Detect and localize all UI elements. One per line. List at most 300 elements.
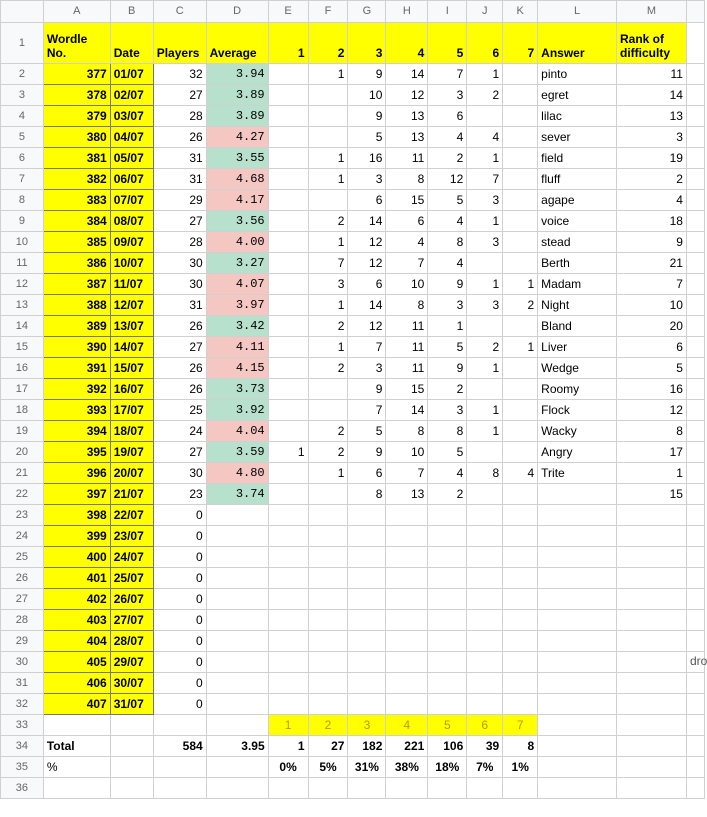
wordle-no-cell[interactable]: 377 [43, 64, 110, 85]
guess-2-cell[interactable] [308, 484, 348, 505]
cell[interactable] [617, 715, 687, 736]
guess-4-cell[interactable]: 7 [386, 253, 428, 274]
date-cell[interactable]: 17/07 [110, 400, 153, 421]
guess-7-cell[interactable] [503, 652, 538, 673]
answer-cell[interactable]: Bland [538, 316, 617, 337]
guess-1-cell[interactable] [268, 505, 308, 526]
cell[interactable] [386, 778, 428, 799]
guess-2-cell[interactable] [308, 589, 348, 610]
percent-guess-4[interactable]: 38% [386, 757, 428, 778]
guess-3-cell[interactable]: 5 [348, 127, 386, 148]
guess-1-cell[interactable] [268, 400, 308, 421]
average-cell[interactable] [206, 547, 268, 568]
guess-5-cell[interactable]: 3 [428, 85, 467, 106]
guess-3-cell[interactable]: 7 [348, 400, 386, 421]
cell[interactable] [428, 778, 467, 799]
row-header[interactable]: 27 [1, 589, 44, 610]
rank-cell[interactable] [617, 526, 687, 547]
date-cell[interactable]: 02/07 [110, 85, 153, 106]
answer-cell[interactable] [538, 610, 617, 631]
date-cell[interactable]: 08/07 [110, 211, 153, 232]
guess-1-cell[interactable] [268, 358, 308, 379]
guess-1-cell[interactable] [268, 337, 308, 358]
row-header[interactable]: 23 [1, 505, 44, 526]
guess-5-cell[interactable]: 8 [428, 421, 467, 442]
rank-cell[interactable]: 16 [617, 379, 687, 400]
cell[interactable] [206, 757, 268, 778]
guess-2-cell[interactable] [308, 106, 348, 127]
wordle-no-cell[interactable]: 396 [43, 463, 110, 484]
guess-6-cell[interactable] [467, 694, 503, 715]
guess-3-cell[interactable] [348, 568, 386, 589]
average-cell[interactable] [206, 505, 268, 526]
guess-2-cell[interactable]: 1 [308, 64, 348, 85]
rank-cell[interactable]: 10 [617, 295, 687, 316]
total-guess-7[interactable]: 8 [503, 736, 538, 757]
cell[interactable] [268, 778, 308, 799]
players-cell[interactable]: 31 [153, 295, 206, 316]
answer-cell[interactable]: Angry [538, 442, 617, 463]
guess-6-cell[interactable]: 1 [467, 211, 503, 232]
cell[interactable] [686, 253, 704, 274]
guess-7-cell[interactable] [503, 484, 538, 505]
guess-4-cell[interactable]: 8 [386, 169, 428, 190]
guess-1-cell[interactable] [268, 211, 308, 232]
guess-4-cell[interactable]: 14 [386, 64, 428, 85]
average-cell[interactable] [206, 694, 268, 715]
percent-guess-5[interactable]: 18% [428, 757, 467, 778]
guess-5-cell[interactable]: 6 [428, 106, 467, 127]
row-header[interactable]: 17 [1, 379, 44, 400]
date-cell[interactable]: 31/07 [110, 694, 153, 715]
answer-cell[interactable]: stead [538, 232, 617, 253]
rank-cell[interactable] [617, 610, 687, 631]
percent-guess-2[interactable]: 5% [308, 757, 348, 778]
row-header[interactable]: 24 [1, 526, 44, 547]
rank-cell[interactable] [617, 505, 687, 526]
guess-7-cell[interactable] [503, 568, 538, 589]
average-cell[interactable]: 3.97 [206, 295, 268, 316]
guess-7-cell[interactable] [503, 190, 538, 211]
wordle-no-cell[interactable]: 395 [43, 442, 110, 463]
guess-5-cell[interactable] [428, 652, 467, 673]
row-header[interactable]: 4 [1, 106, 44, 127]
date-cell[interactable]: 29/07 [110, 652, 153, 673]
date-cell[interactable]: 28/07 [110, 631, 153, 652]
guess-label-cell[interactable]: 2 [308, 715, 348, 736]
guess-7-cell[interactable]: 1 [503, 274, 538, 295]
guess-7-cell[interactable] [503, 169, 538, 190]
guess-6-cell[interactable]: 8 [467, 463, 503, 484]
average-cell[interactable]: 4.80 [206, 463, 268, 484]
header-rank[interactable]: Rank of difficulty [617, 23, 687, 64]
guess-2-cell[interactable] [308, 190, 348, 211]
guess-3-cell[interactable] [348, 589, 386, 610]
row-header[interactable]: 33 [1, 715, 44, 736]
guess-2-cell[interactable]: 1 [308, 463, 348, 484]
wordle-no-cell[interactable]: 381 [43, 148, 110, 169]
guess-3-cell[interactable] [348, 631, 386, 652]
guess-4-cell[interactable]: 11 [386, 337, 428, 358]
guess-5-cell[interactable]: 5 [428, 190, 467, 211]
cell[interactable] [110, 757, 153, 778]
cell[interactable] [686, 274, 704, 295]
answer-cell[interactable]: voice [538, 211, 617, 232]
guess-6-cell[interactable] [467, 379, 503, 400]
wordle-no-cell[interactable]: 388 [43, 295, 110, 316]
guess-3-cell[interactable]: 16 [348, 148, 386, 169]
guess-6-cell[interactable] [467, 106, 503, 127]
guess-6-cell[interactable]: 1 [467, 400, 503, 421]
players-cell[interactable]: 30 [153, 274, 206, 295]
guess-2-cell[interactable] [308, 610, 348, 631]
cell[interactable] [153, 715, 206, 736]
cell[interactable] [538, 757, 617, 778]
guess-3-cell[interactable] [348, 652, 386, 673]
wordle-no-cell[interactable]: 399 [43, 526, 110, 547]
guess-3-cell[interactable] [348, 694, 386, 715]
guess-1-cell[interactable] [268, 421, 308, 442]
rank-cell[interactable]: 12 [617, 400, 687, 421]
guess-label-cell[interactable]: 7 [503, 715, 538, 736]
guess-3-cell[interactable] [348, 673, 386, 694]
rank-cell[interactable] [617, 652, 687, 673]
guess-6-cell[interactable] [467, 610, 503, 631]
answer-cell[interactable] [538, 673, 617, 694]
guess-5-cell[interactable] [428, 694, 467, 715]
guess-6-cell[interactable]: 7 [467, 169, 503, 190]
guess-2-cell[interactable]: 3 [308, 274, 348, 295]
answer-cell[interactable]: Madam [538, 274, 617, 295]
guess-2-cell[interactable]: 2 [308, 358, 348, 379]
players-cell[interactable]: 31 [153, 169, 206, 190]
average-cell[interactable]: 3.56 [206, 211, 268, 232]
answer-cell[interactable]: Trite [538, 463, 617, 484]
guess-2-cell[interactable] [308, 379, 348, 400]
cell[interactable] [686, 148, 704, 169]
guess-3-cell[interactable] [348, 526, 386, 547]
answer-cell[interactable] [538, 652, 617, 673]
rank-cell[interactable]: 8 [617, 421, 687, 442]
players-cell[interactable]: 0 [153, 526, 206, 547]
guess-6-cell[interactable] [467, 526, 503, 547]
average-cell[interactable]: 3.89 [206, 85, 268, 106]
percent-guess-7[interactable]: 1% [503, 757, 538, 778]
average-cell[interactable]: 3.92 [206, 400, 268, 421]
guess-7-cell[interactable] [503, 358, 538, 379]
guess-3-cell[interactable]: 12 [348, 253, 386, 274]
header-guess-1[interactable]: 1 [268, 23, 308, 64]
cell[interactable] [538, 778, 617, 799]
guess-6-cell[interactable]: 3 [467, 232, 503, 253]
date-cell[interactable]: 14/07 [110, 337, 153, 358]
guess-5-cell[interactable]: 4 [428, 253, 467, 274]
column-header[interactable]: C [153, 1, 206, 23]
guess-6-cell[interactable] [467, 547, 503, 568]
row-header[interactable]: 28 [1, 610, 44, 631]
guess-2-cell[interactable]: 2 [308, 316, 348, 337]
guess-5-cell[interactable]: 2 [428, 484, 467, 505]
row-header[interactable]: 7 [1, 169, 44, 190]
players-cell[interactable]: 27 [153, 211, 206, 232]
guess-5-cell[interactable]: 5 [428, 337, 467, 358]
guess-6-cell[interactable] [467, 253, 503, 274]
guess-5-cell[interactable] [428, 568, 467, 589]
wordle-no-cell[interactable]: 401 [43, 568, 110, 589]
guess-1-cell[interactable] [268, 568, 308, 589]
row-header[interactable]: 8 [1, 190, 44, 211]
guess-label-cell[interactable]: 6 [467, 715, 503, 736]
guess-3-cell[interactable]: 10 [348, 85, 386, 106]
row-header[interactable]: 1 [1, 23, 44, 64]
guess-1-cell[interactable] [268, 526, 308, 547]
header-guess-2[interactable]: 2 [308, 23, 348, 64]
guess-1-cell[interactable] [268, 169, 308, 190]
guess-6-cell[interactable] [467, 568, 503, 589]
guess-6-cell[interactable]: 4 [467, 127, 503, 148]
average-cell[interactable]: 4.00 [206, 232, 268, 253]
guess-7-cell[interactable] [503, 442, 538, 463]
guess-2-cell[interactable] [308, 127, 348, 148]
cell[interactable] [686, 64, 704, 85]
players-cell[interactable]: 0 [153, 610, 206, 631]
guess-7-cell[interactable]: 1 [503, 337, 538, 358]
cell[interactable] [110, 715, 153, 736]
wordle-no-cell[interactable]: 385 [43, 232, 110, 253]
players-cell[interactable]: 28 [153, 232, 206, 253]
guess-5-cell[interactable] [428, 610, 467, 631]
rank-cell[interactable]: 2 [617, 169, 687, 190]
cell[interactable] [110, 778, 153, 799]
wordle-no-cell[interactable]: 406 [43, 673, 110, 694]
players-cell[interactable]: 30 [153, 463, 206, 484]
answer-cell[interactable]: Liver [538, 337, 617, 358]
guess-2-cell[interactable]: 1 [308, 232, 348, 253]
wordle-no-cell[interactable]: 394 [43, 421, 110, 442]
date-cell[interactable]: 26/07 [110, 589, 153, 610]
guess-6-cell[interactable] [467, 505, 503, 526]
rank-cell[interactable]: 17 [617, 442, 687, 463]
average-cell[interactable] [206, 610, 268, 631]
guess-7-cell[interactable] [503, 631, 538, 652]
wordle-no-cell[interactable]: 397 [43, 484, 110, 505]
header-guess-6[interactable]: 6 [467, 23, 503, 64]
guess-4-cell[interactable]: 4 [386, 232, 428, 253]
guess-4-cell[interactable]: 11 [386, 316, 428, 337]
average-cell[interactable] [206, 526, 268, 547]
players-cell[interactable]: 27 [153, 442, 206, 463]
guess-6-cell[interactable]: 1 [467, 274, 503, 295]
guess-label-cell[interactable]: 1 [268, 715, 308, 736]
players-cell[interactable]: 26 [153, 127, 206, 148]
header-date[interactable]: Date [110, 23, 153, 64]
row-header[interactable]: 18 [1, 400, 44, 421]
players-cell[interactable]: 0 [153, 505, 206, 526]
guess-2-cell[interactable] [308, 526, 348, 547]
players-cell[interactable]: 24 [153, 421, 206, 442]
average-cell[interactable]: 4.27 [206, 127, 268, 148]
average-cell[interactable]: 3.59 [206, 442, 268, 463]
players-cell[interactable]: 0 [153, 694, 206, 715]
row-header[interactable]: 20 [1, 442, 44, 463]
header-guess-7[interactable]: 7 [503, 23, 538, 64]
guess-7-cell[interactable] [503, 253, 538, 274]
rank-cell[interactable] [617, 589, 687, 610]
row-header[interactable]: 19 [1, 421, 44, 442]
guess-label-cell[interactable]: 4 [386, 715, 428, 736]
wordle-no-cell[interactable]: 407 [43, 694, 110, 715]
date-cell[interactable]: 27/07 [110, 610, 153, 631]
wordle-no-cell[interactable]: 387 [43, 274, 110, 295]
guess-1-cell[interactable] [268, 85, 308, 106]
guess-5-cell[interactable] [428, 589, 467, 610]
answer-cell[interactable]: pinto [538, 64, 617, 85]
cell[interactable] [686, 211, 704, 232]
players-cell[interactable]: 32 [153, 64, 206, 85]
guess-label-cell[interactable]: 3 [348, 715, 386, 736]
guess-3-cell[interactable]: 6 [348, 463, 386, 484]
row-header[interactable]: 21 [1, 463, 44, 484]
cell[interactable] [686, 421, 704, 442]
guess-1-cell[interactable] [268, 127, 308, 148]
cell[interactable] [348, 778, 386, 799]
answer-cell[interactable]: Night [538, 295, 617, 316]
guess-3-cell[interactable] [348, 610, 386, 631]
guess-2-cell[interactable]: 1 [308, 148, 348, 169]
guess-7-cell[interactable]: 4 [503, 463, 538, 484]
row-header[interactable]: 6 [1, 148, 44, 169]
guess-1-cell[interactable] [268, 379, 308, 400]
guess-7-cell[interactable] [503, 610, 538, 631]
cell[interactable] [43, 778, 110, 799]
cell[interactable] [686, 169, 704, 190]
cell[interactable] [686, 106, 704, 127]
guess-5-cell[interactable]: 2 [428, 379, 467, 400]
guess-6-cell[interactable] [467, 589, 503, 610]
guess-1-cell[interactable] [268, 631, 308, 652]
date-cell[interactable]: 18/07 [110, 421, 153, 442]
guess-2-cell[interactable]: 2 [308, 442, 348, 463]
wordle-no-cell[interactable]: 400 [43, 547, 110, 568]
players-cell[interactable]: 0 [153, 568, 206, 589]
wordle-no-cell[interactable]: 386 [43, 253, 110, 274]
percent-guess-1[interactable]: 0% [268, 757, 308, 778]
guess-3-cell[interactable]: 9 [348, 379, 386, 400]
guess-1-cell[interactable] [268, 547, 308, 568]
guess-2-cell[interactable] [308, 631, 348, 652]
guess-7-cell[interactable] [503, 505, 538, 526]
answer-cell[interactable]: lilac [538, 106, 617, 127]
rank-cell[interactable]: 20 [617, 316, 687, 337]
average-cell[interactable]: 3.27 [206, 253, 268, 274]
cell[interactable] [110, 736, 153, 757]
column-header[interactable]: D [206, 1, 268, 23]
guess-4-cell[interactable]: 10 [386, 274, 428, 295]
cell[interactable] [686, 589, 704, 610]
date-cell[interactable]: 22/07 [110, 505, 153, 526]
average-cell[interactable]: 4.68 [206, 169, 268, 190]
guess-3-cell[interactable]: 12 [348, 316, 386, 337]
guess-4-cell[interactable]: 14 [386, 400, 428, 421]
guess-5-cell[interactable]: 3 [428, 295, 467, 316]
header-guess-4[interactable]: 4 [386, 23, 428, 64]
guess-4-cell[interactable]: 10 [386, 442, 428, 463]
wordle-no-cell[interactable]: 380 [43, 127, 110, 148]
cell[interactable] [686, 127, 704, 148]
average-cell[interactable] [206, 652, 268, 673]
rank-cell[interactable]: 13 [617, 106, 687, 127]
date-cell[interactable]: 04/07 [110, 127, 153, 148]
rank-cell[interactable]: 5 [617, 358, 687, 379]
row-header[interactable]: 5 [1, 127, 44, 148]
players-cell[interactable]: 0 [153, 589, 206, 610]
total-guess-5[interactable]: 106 [428, 736, 467, 757]
rank-cell[interactable]: 18 [617, 211, 687, 232]
wordle-no-cell[interactable]: 390 [43, 337, 110, 358]
wordle-no-cell[interactable]: 379 [43, 106, 110, 127]
wordle-no-cell[interactable]: 392 [43, 379, 110, 400]
guess-6-cell[interactable]: 2 [467, 85, 503, 106]
guess-3-cell[interactable]: 9 [348, 106, 386, 127]
answer-cell[interactable]: egret [538, 85, 617, 106]
cell[interactable] [43, 715, 110, 736]
guess-3-cell[interactable]: 14 [348, 295, 386, 316]
guess-1-cell[interactable] [268, 673, 308, 694]
guess-7-cell[interactable] [503, 379, 538, 400]
column-header[interactable]: H [386, 1, 428, 23]
guess-1-cell[interactable] [268, 295, 308, 316]
guess-3-cell[interactable]: 14 [348, 211, 386, 232]
guess-7-cell[interactable] [503, 400, 538, 421]
wordle-no-cell[interactable]: 389 [43, 316, 110, 337]
rank-cell[interactable] [617, 694, 687, 715]
row-header[interactable]: 15 [1, 337, 44, 358]
guess-7-cell[interactable] [503, 85, 538, 106]
players-cell[interactable]: 26 [153, 358, 206, 379]
guess-1-cell[interactable] [268, 589, 308, 610]
cell[interactable] [686, 190, 704, 211]
cell[interactable] [686, 610, 704, 631]
date-cell[interactable]: 25/07 [110, 568, 153, 589]
guess-4-cell[interactable] [386, 568, 428, 589]
rank-cell[interactable] [617, 568, 687, 589]
header-guess-3[interactable]: 3 [348, 23, 386, 64]
guess-5-cell[interactable]: 4 [428, 211, 467, 232]
guess-2-cell[interactable]: 7 [308, 253, 348, 274]
rank-cell[interactable] [617, 631, 687, 652]
cell[interactable] [686, 568, 704, 589]
cell[interactable] [686, 736, 704, 757]
guess-2-cell[interactable] [308, 694, 348, 715]
answer-cell[interactable]: Flock [538, 400, 617, 421]
cell[interactable] [686, 295, 704, 316]
answer-cell[interactable] [538, 547, 617, 568]
rank-cell[interactable]: 6 [617, 337, 687, 358]
guess-2-cell[interactable]: 1 [308, 169, 348, 190]
guess-4-cell[interactable]: 15 [386, 379, 428, 400]
guess-3-cell[interactable] [348, 547, 386, 568]
column-header[interactable]: I [428, 1, 467, 23]
rank-cell[interactable]: 15 [617, 484, 687, 505]
percent-label[interactable]: % [43, 757, 110, 778]
row-header[interactable]: 3 [1, 85, 44, 106]
guess-7-cell[interactable] [503, 232, 538, 253]
guess-4-cell[interactable]: 15 [386, 190, 428, 211]
answer-cell[interactable] [538, 505, 617, 526]
answer-cell[interactable]: Wacky [538, 421, 617, 442]
cell[interactable] [617, 778, 687, 799]
cell[interactable] [686, 463, 704, 484]
